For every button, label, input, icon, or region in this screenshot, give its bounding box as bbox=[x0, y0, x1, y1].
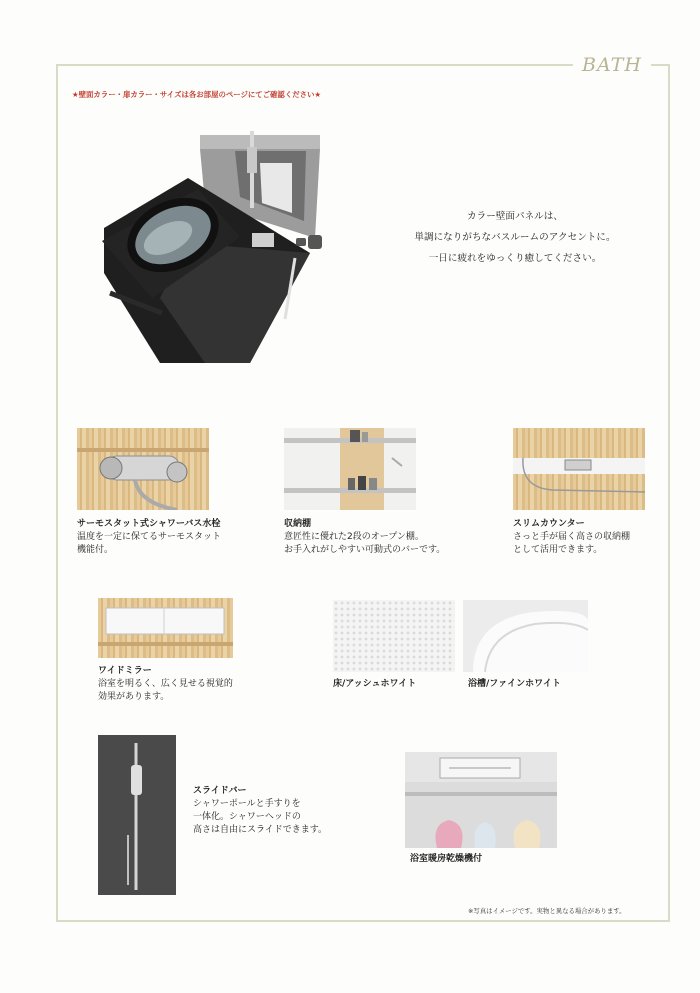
footnote: ※写真はイメージです。実物と異なる場合があります。 bbox=[468, 907, 626, 915]
feature-dryer bbox=[410, 853, 482, 866]
hero-line: 単調になりがちなバスルームのアクセントに。 bbox=[414, 232, 616, 243]
faucet-photo bbox=[77, 428, 209, 510]
counter-photo bbox=[513, 428, 645, 510]
feature-text: さっと手が届く高さの収納棚 bbox=[513, 532, 631, 542]
section-tag: BATH bbox=[573, 52, 651, 78]
floor-photo bbox=[333, 600, 455, 672]
feature-title: 収納棚 bbox=[284, 519, 312, 529]
feature-text: として活用できます。 bbox=[513, 545, 603, 555]
feature-text: 浴室を明るく、広く見せる視覚的 bbox=[98, 679, 233, 689]
shelf-photo bbox=[284, 428, 416, 510]
feature-title: スライドバー bbox=[193, 786, 247, 796]
feature-title: サーモスタット式シャワーバス水栓 bbox=[77, 519, 221, 529]
feature-slide-bar bbox=[193, 785, 327, 837]
hero-description bbox=[380, 206, 650, 269]
feature-text: 一体化。シャワーヘッドの bbox=[193, 812, 301, 822]
feature-title: ワイドミラー bbox=[98, 666, 152, 676]
feature-bathtub bbox=[468, 678, 561, 691]
feature-title: 床/アッシュホワイト bbox=[333, 679, 417, 689]
feature-text: 意匠性に優れた2段のオープン棚。 bbox=[284, 532, 424, 542]
bathtub-photo bbox=[463, 600, 588, 672]
feature-title: スリムカウンター bbox=[513, 519, 585, 529]
dryer-photo bbox=[405, 752, 557, 848]
feature-counter bbox=[513, 518, 630, 557]
feature-faucet bbox=[77, 518, 221, 557]
feature-title: 浴槽/ファインホワイト bbox=[468, 679, 561, 689]
slide-bar-photo bbox=[98, 735, 176, 895]
feature-shelf bbox=[284, 518, 445, 557]
bathroom-photo bbox=[100, 123, 330, 363]
hero-line: 一日に疲れをゆっくり癒してください。 bbox=[428, 253, 602, 264]
hero-line: カラー壁面パネルは、 bbox=[467, 211, 563, 222]
feature-text: お手入れがしやすい可動式のバーです。 bbox=[284, 545, 446, 555]
feature-text: 機能付。 bbox=[77, 545, 114, 555]
feature-text: シャワーポールと手すりを bbox=[193, 799, 301, 809]
mirror-photo bbox=[98, 598, 233, 658]
color-notice: ★壁面カラー・扉カラー・サイズは各お部屋のページにてご確認ください★ bbox=[72, 90, 322, 99]
feature-floor bbox=[333, 678, 416, 691]
feature-text: 効果があります。 bbox=[98, 692, 170, 702]
feature-mirror bbox=[98, 665, 233, 704]
feature-title: 浴室暖房乾燥機付 bbox=[410, 854, 483, 864]
feature-text: 高さは自由にスライドできます。 bbox=[193, 825, 328, 835]
feature-text: 温度を一定に保てるサーモスタット bbox=[77, 532, 222, 542]
